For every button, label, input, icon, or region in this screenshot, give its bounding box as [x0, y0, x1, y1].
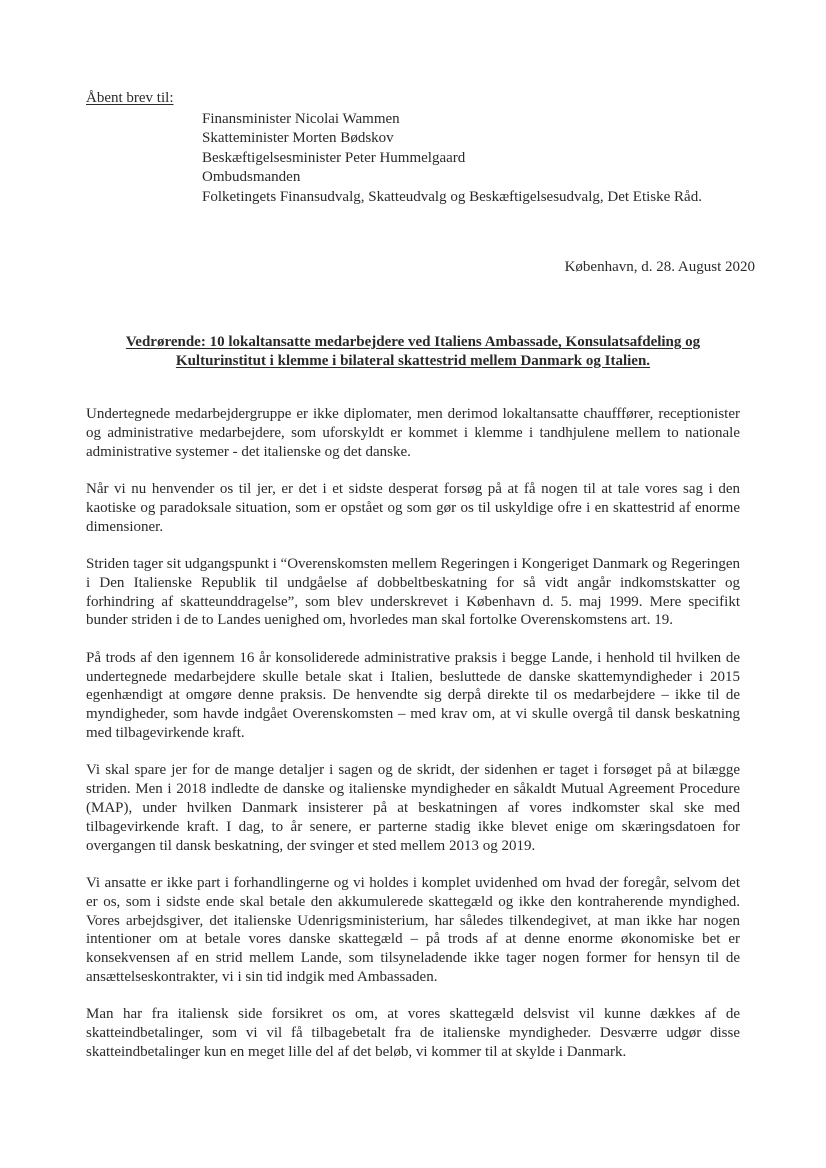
paragraph: Vi ansatte er ikke part i forhandlingerne og vi holdes i komplet uvidenhed om hvad der foregår, selvom det er os, som i sidste ende skal betale den akkumulerede skattegæld og ikke den kontraherende myndighed. Vores arbejdsgiver, det italienske Udenrigsministerium, har således tilkendegivet, at man ikke har nogen intentioner om at betale vores danske skattegæld – på trods af at denne enorme økonomiske bet er konsekvensen af en strid mellem Lande, som tilsyneladende ikke tager nogen former for hensyn til de ansættelseskontrakter, vi i sin tid indgik med Ambassaden.: [86, 874, 740, 985]
recipient-list: [202, 110, 702, 207]
recipient-ombudsman: Ombudsmanden: [202, 169, 301, 186]
recipient-committees: Folketingets Finansudvalg, Skatteudvalg og Beskæftigelsesudvalg, Det Etiske Råd.: [202, 188, 702, 205]
dateline: København, d. 28. August 2020: [564, 259, 755, 275]
paragraph: På trods af den igennem 16 år konsoliderede administrative praksis i begge Lande, i henhold til hvilken de undertegnede medarbejdere skulle betale skat i Italien, besluttede de danske skattemyndigheder i 2015 egenhændigt at omgøre denne praksis. De henvendte sig derpå direkte til os medarbejdere – ikke til de myndigheder, som havde indgået Overenskomsten – med krav om, at vi skulle overgå til dansk beskatning med tilbagevirkende kraft.: [86, 649, 740, 741]
letter-body: [86, 405, 740, 1080]
paragraph: Vi skal spare jer for de mange detaljer i sagen og de skridt, der sidenhen er taget i forsøget på at bilægge striden. Men i 2018 indledte de danske og italienske myndigheder en såkaldt Mutual Agreement Procedure (MAP), under hvilken Danmark insisterer på at beskatningen af vores indkomster skal ske med tilbagevirkende kraft. I dag, to år senere, er parterne stadig ikke blevet enige om skæringsdatoen for overgangen til dansk beskatning, der svinger et sted mellem 2013 og 2019.: [86, 762, 740, 854]
paragraph: Striden tager sit udgangspunkt i “Overenskomsten mellem Regeringen i Kongeriget Danmark og Regeringen i Den Italienske Republik til undgåelse af dobbeltbeskatning for så vidt angår indkomstskatter og forhindring af skatteunddragelse”, som blev underskrevet i København d. 5. maj 1999. Mere specifikt bunder striden i de to Landes uenighed om, hvorledes man skal fortolke Overenskomstens art. 19.: [86, 555, 741, 629]
paragraph: Man har fra italiensk side forsikret os om, at vores skattegæld delsvist vil kunne dækkes af de skatteindbetalinger, som vi vil få tilbagebetalt fra de italienske myndigheder. Desværre udgør disse skatteindbetalinger kun en meget lille del af det beløb, vi kommer til at skylde i Danmark.: [86, 1006, 740, 1060]
subject-heading: [86, 333, 740, 370]
subject-line-2: Kulturinstitut i klemme i bilateral skattestrid mellem Danmark og Italien.: [175, 352, 651, 369]
recipient-finance-minister: Finansminister Nicolai Wammen: [202, 111, 400, 127]
address-label: Åbent brev til:: [86, 90, 174, 106]
paragraph: Undertegnede medarbejdergruppe er ikke diplomater, men derimod lokaltansatte chaufffører, receptionister og administrative medarbejdere, som uforskyldt er kommet i klemme i tandhjulene mellem to nationale administrative systemer - det italienske og det danske.: [86, 406, 740, 460]
recipient-tax-minister: Skatteminister Morten Bødskov: [202, 130, 394, 147]
paragraph: Når vi nu henvender os til jer, er det i et sidste desperat forsøg på at få nogen til at tale vores sag i den kaotiske og paradoksale situation, som er opstået og som gør os til uskyldige ofre i en skattestrid af enorme dimensioner.: [86, 480, 740, 535]
recipient-employment-minister: Beskæftigelsesminister Peter Hummelgaard: [202, 149, 466, 166]
subject-line-1: Vedrørende: 10 lokaltansatte medarbejdere ved Italiens Ambassade, Konsulatsafdeling og: [125, 334, 701, 350]
